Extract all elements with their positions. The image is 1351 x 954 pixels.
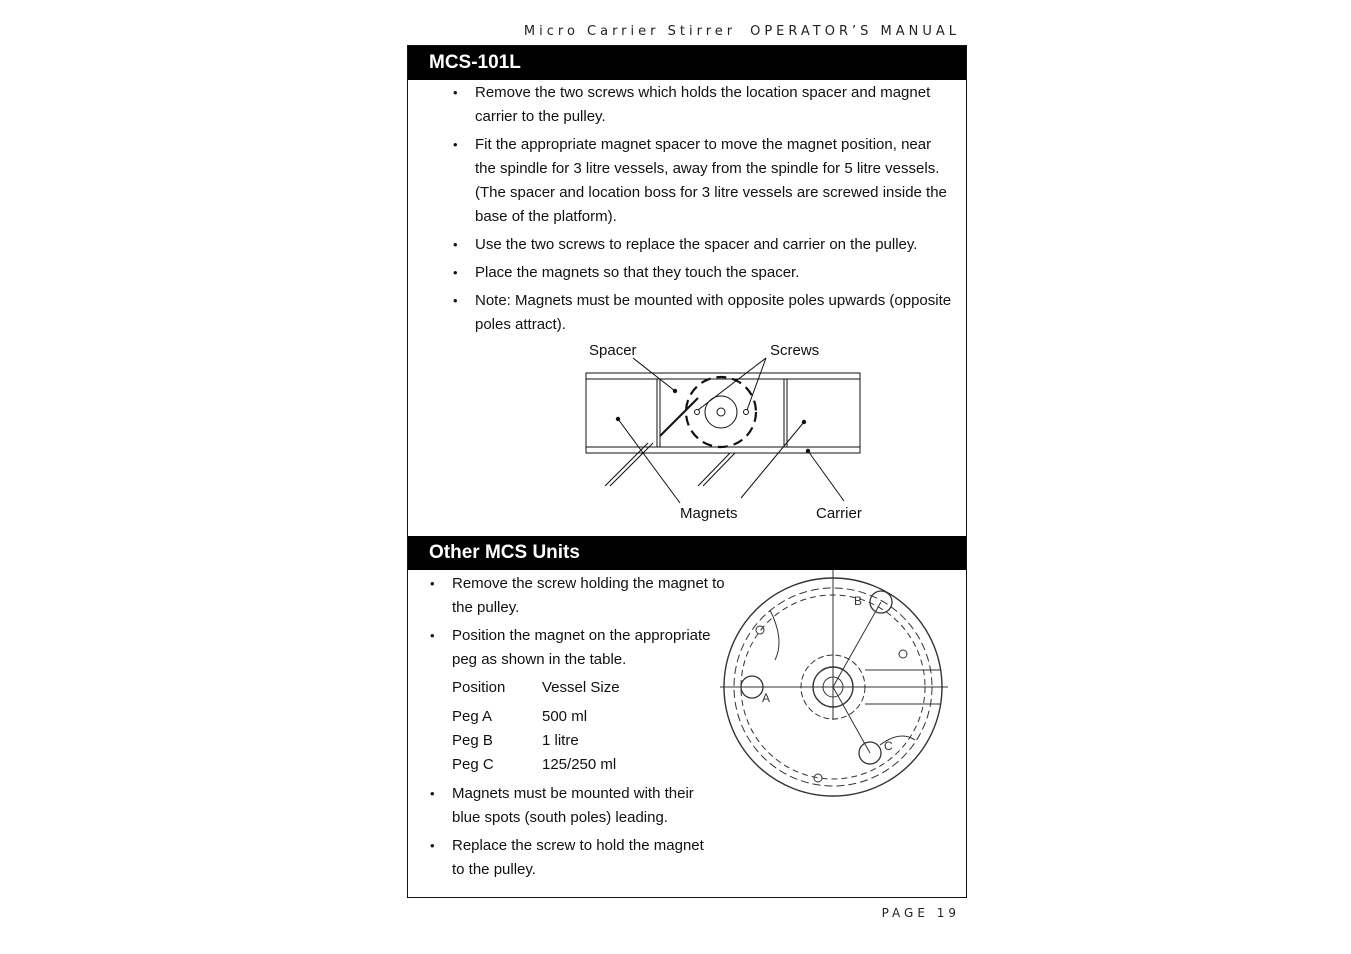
table-cell: 125/250 ml xyxy=(542,756,617,773)
table-cell: Peg A xyxy=(452,708,493,725)
list-item: • Replace the screw to hold the magnet to the pulley. xyxy=(430,834,720,882)
peg-position-table xyxy=(452,676,620,777)
table-cell: Peg B xyxy=(452,732,493,749)
list-item: • Use the two screws to replace the spacer and carrier on the pulley. xyxy=(453,233,953,257)
table-cell: Peg C xyxy=(452,756,494,773)
table-header-position: Position xyxy=(452,679,506,696)
mcs-101l-diagram xyxy=(408,46,968,536)
table-cell: 500 ml xyxy=(542,708,588,725)
table-header-vessel-size: Vessel Size xyxy=(542,679,620,696)
section-title-mcs-101l: MCS-101L xyxy=(408,46,966,80)
table-header-row xyxy=(452,676,620,700)
list-item: • Place the magnets so that they touch the spacer. xyxy=(453,261,953,285)
other-units-instructions-top xyxy=(430,572,730,676)
label-spacer: Spacer xyxy=(589,342,637,359)
label-carrier: Carrier xyxy=(816,505,862,522)
content-frame xyxy=(407,45,967,898)
other-units-instructions-bottom xyxy=(430,782,720,886)
table-cell: 1 litre xyxy=(542,732,579,749)
table-row xyxy=(452,753,620,777)
header-manual: OPERATOR’S MANUAL xyxy=(750,24,960,39)
page-number: PAGE 19 xyxy=(881,906,960,920)
label-magnets: Magnets xyxy=(680,505,738,522)
list-item: • Magnets must be mounted with their blue spots (south poles) leading. xyxy=(430,782,720,830)
list-item: • Note: Magnets must be mounted with opposite poles upwards (opposite poles attract). xyxy=(453,289,953,337)
peg-b-label: B xyxy=(854,594,863,608)
table-row xyxy=(452,705,620,729)
label-screws: Screws xyxy=(770,342,820,359)
list-item: • Remove the screw holding the magnet to the pulley. xyxy=(430,572,730,620)
carrier-cross-section-drawing xyxy=(408,46,968,536)
section-title-other-mcs-units: Other MCS Units xyxy=(408,536,966,570)
running-header xyxy=(524,24,960,39)
peg-a-label: A xyxy=(762,691,771,705)
peg-c-label: C xyxy=(884,739,893,753)
header-product: Micro Carrier Stirrer xyxy=(523,24,737,39)
list-item: • Fit the appropriate magnet spacer to move the magnet position, near the spindle for 3 litre vessels, away from the spindle for 5 litre vessels. (The spacer and location boss for 3 litre vessels are screwed inside the base of the platform). xyxy=(453,133,953,229)
list-item: • Position the magnet on the appropriate peg as shown in the table. xyxy=(430,624,730,672)
pulley-peg-drawing xyxy=(720,570,950,805)
list-item: • Remove the two screws which holds the location spacer and magnet carrier to the pulley. xyxy=(453,81,953,129)
table-row xyxy=(452,729,620,753)
